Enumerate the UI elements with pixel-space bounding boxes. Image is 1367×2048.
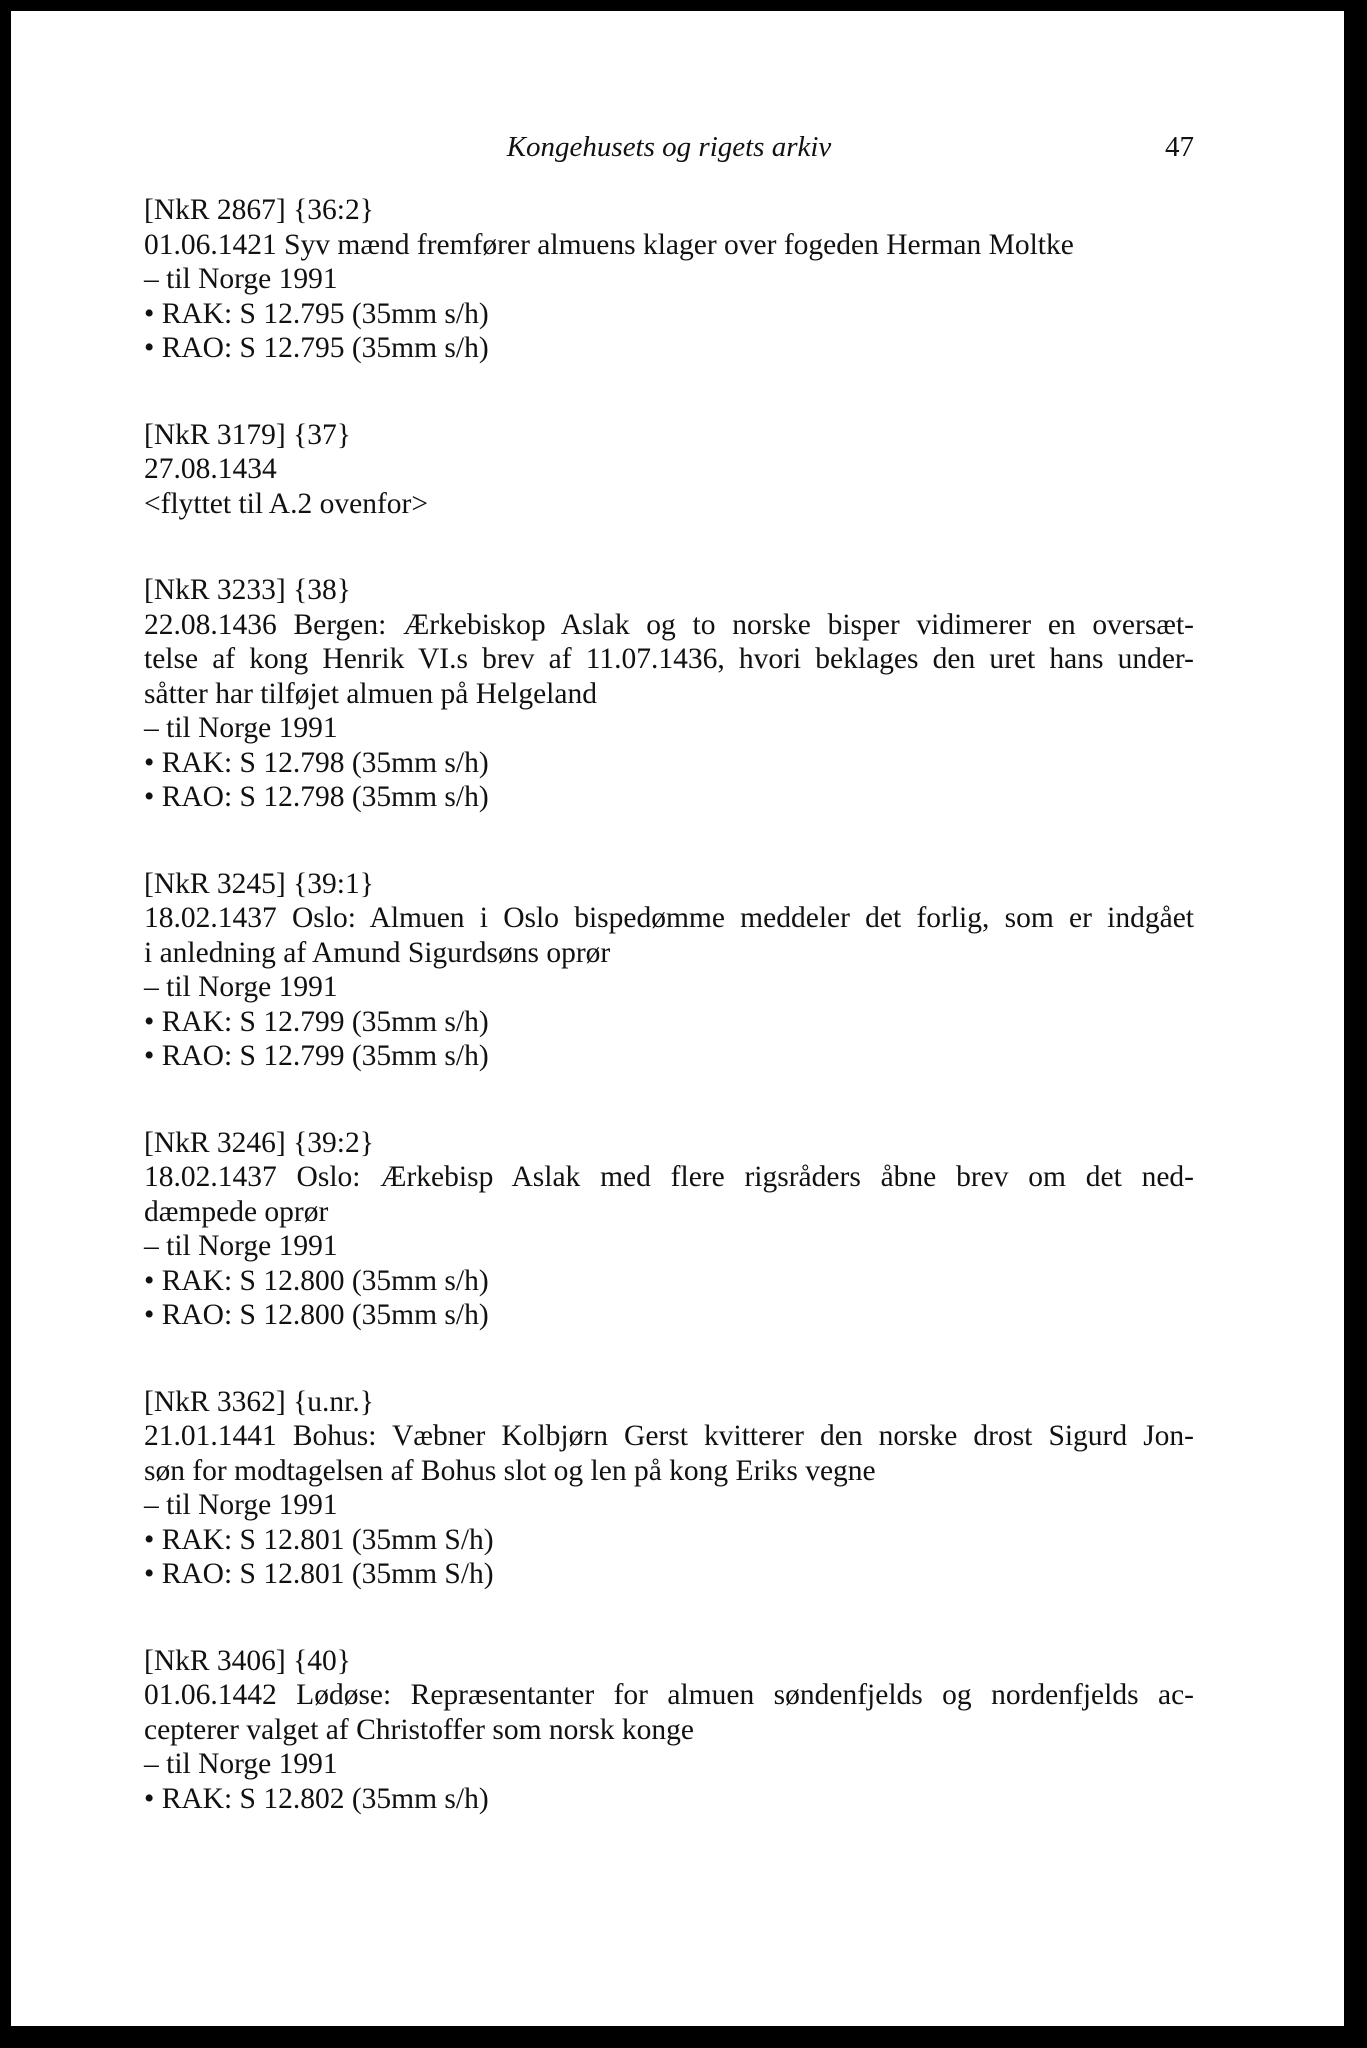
entry-rao: • RAO: S 12.798 (35mm s/h) [144,781,489,813]
entry-transfer: – til Norge 1991 [144,263,338,295]
archive-entry [144,1126,1194,1333]
archive-entry [144,418,1194,522]
entry-description: 18.02.1437 Oslo: Ærkebisp Aslak med flere rigsråders åbne brev om det ned- [144,1161,1194,1193]
entry-transfer: – til Norge 1991 [144,1230,338,1262]
entry-note: <flyttet til A.2 ovenfor> [144,487,428,520]
archive-entry [144,867,1194,1074]
entry-description: 22.08.1436 Bergen: Ærkebiskop Aslak og to norske bisper vidimerer en oversæt- [144,608,1194,641]
document-page [11,11,1344,2026]
entry-description: søn for modtagelsen af Bohus slot og len på kong Eriks vegne [144,1454,876,1487]
entry-description: 21.01.1441 Bohus: Væbner Kolbjørn Gerst kvitterer den norske drost Sigurd Jon- [144,1420,1194,1452]
entry-reference: [NkR 3179] {37} [144,418,351,451]
entry-description: 01.06.1442 Lødøse: Repræsentanter for almuen søndenfjelds og nordenfjelds ac- [144,1679,1194,1711]
entry-rao: • RAO: S 12.801 (35mm S/h) [144,1558,494,1590]
entry-reference: [NkR 3406] {40} [144,1644,351,1677]
entry-rak: • RAK: S 12.795 (35mm s/h) [144,297,489,330]
entry-description: dæmpede oprør [144,1195,329,1228]
entry-reference: [NkR 2867] {36:2} [144,194,374,226]
entry-rak: • RAK: S 12.800 (35mm s/h) [144,1264,489,1297]
page-number: 47 [1165,131,1194,163]
entry-transfer: – til Norge 1991 [144,1489,338,1521]
archive-entry [144,193,1194,366]
entry-description: cepterer valget af Christoffer som norsk konge [144,1713,694,1746]
entry-rao: • RAO: S 12.800 (35mm s/h) [144,1299,489,1331]
entry-reference: [NkR 3233] {38} [144,574,351,606]
archive-entries [144,193,1194,1868]
page-header [144,131,1194,171]
entry-reference: [NkR 3246] {39:2} [144,1126,374,1159]
entry-date: 27.08.1434 [144,453,277,485]
entry-description: 01.06.1421 Syv mænd fremfører almuens klager over fogeden Herman Moltke [144,228,1074,261]
running-title: Kongehusets og rigets arkiv [506,131,832,163]
entry-description: i anledning af Amund Sigurdsøns oprør [144,936,611,969]
entry-reference: [NkR 3245] {39:1} [144,867,374,900]
entry-description: telse af kong Henrik VI.s brev af 11.07.1436, hvori beklages den uret hans under- [144,643,1194,675]
archive-entry [144,573,1194,815]
entry-rak: • RAK: S 12.801 (35mm S/h) [144,1523,494,1556]
entry-rak: • RAK: S 12.798 (35mm s/h) [144,746,489,779]
entry-transfer: – til Norge 1991 [144,971,338,1003]
entry-rao: • RAO: S 12.799 (35mm s/h) [144,1040,489,1072]
entry-transfer: – til Norge 1991 [144,712,338,744]
entry-rao: • RAO: S 12.795 (35mm s/h) [144,332,489,364]
entry-reference: [NkR 3362] {u.nr.} [144,1385,374,1418]
archive-entry [144,1644,1194,1817]
archive-entry [144,1385,1194,1592]
entry-description: 18.02.1437 Oslo: Almuen i Oslo bispedømme meddeler det forlig, som er indgået [144,902,1194,934]
entry-transfer: – til Norge 1991 [144,1748,338,1780]
entry-description: såtter har tilføjet almuen på Helgeland [144,677,597,710]
entry-rak: • RAK: S 12.802 (35mm s/h) [144,1782,489,1815]
entry-rak: • RAK: S 12.799 (35mm s/h) [144,1005,489,1038]
